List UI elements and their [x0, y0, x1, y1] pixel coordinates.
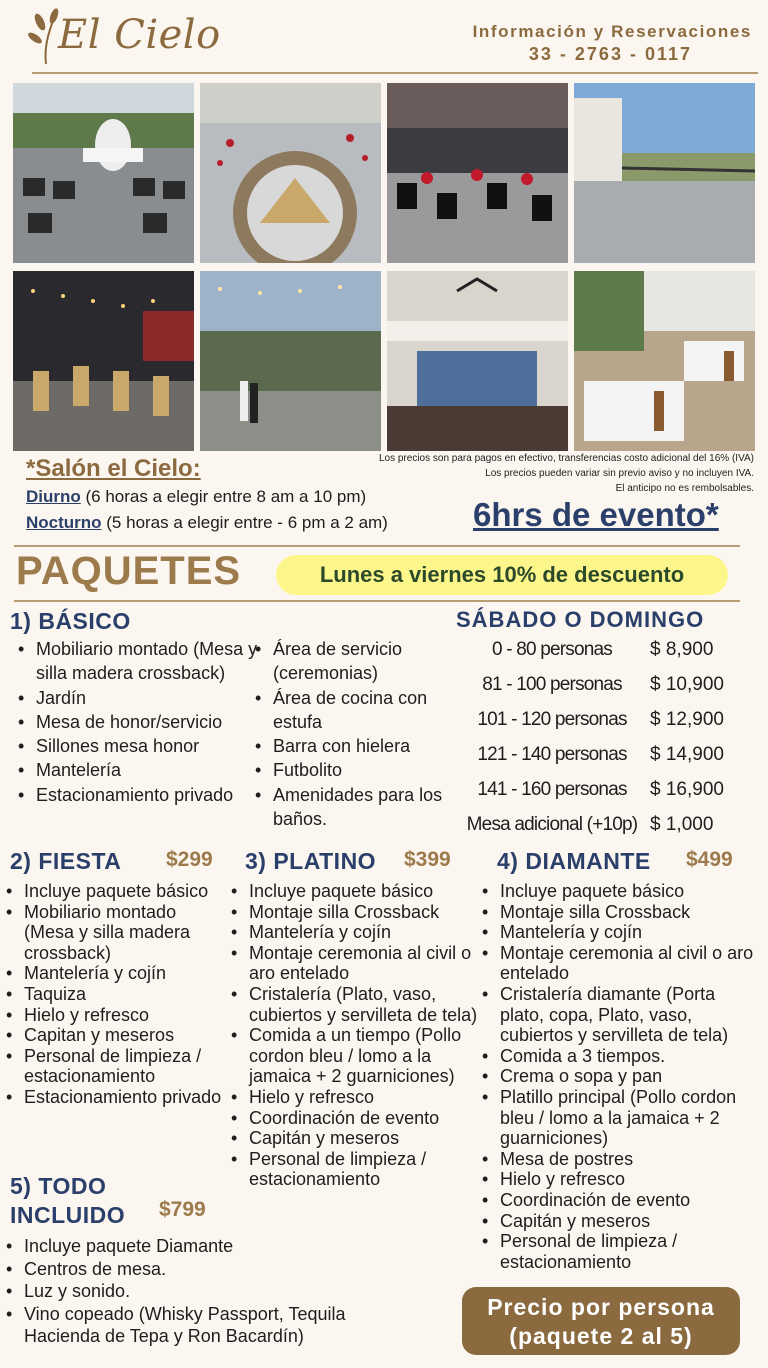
list-item: • Amenidades para los baños.: [253, 783, 453, 832]
list-item: • Coordinación de evento: [229, 1108, 481, 1129]
nocturno-text: (5 horas a elegir entre - 6 pm a 2 am): [101, 513, 388, 532]
list-item: • Luz y sonido.: [4, 1280, 424, 1303]
list-item: • Incluye paquete básico: [480, 881, 764, 902]
platino-price: $399: [404, 848, 451, 871]
list-item: • Montaje silla Crossback: [480, 902, 764, 923]
basico-list-col2: [253, 637, 453, 831]
list-item: • Hielo y refresco: [229, 1087, 481, 1108]
todo-incluido-list: [4, 1235, 424, 1348]
schedule-diurno: [26, 487, 366, 507]
phone-number[interactable]: 33 - 2763 - 0117: [528, 44, 692, 64]
price-per-person-badge: [462, 1287, 740, 1355]
photo-garden-ceremony: [13, 83, 194, 263]
platino-list: [229, 881, 481, 1190]
price-disclaimer: [314, 451, 754, 496]
list-item: • Montaje ceremonia al civil o aro entelado: [480, 943, 764, 984]
list-item: • Estacionamiento privado: [4, 1087, 226, 1108]
list-item: • Coordinación de evento: [480, 1190, 764, 1211]
price-row: [456, 779, 756, 811]
people-range: Mesa adicional (+10p): [466, 814, 638, 835]
diamante-price: $499: [686, 848, 733, 871]
disclaimer-line: El anticipo no es rembolsables.: [615, 483, 754, 494]
divider: [14, 600, 740, 602]
people-range: 141 - 160 personas: [477, 779, 627, 800]
list-item: • Área de servicio (ceremonias): [253, 637, 453, 686]
diurno-label: Diurno: [26, 487, 81, 506]
list-item: • Crema o sopa y pan: [480, 1066, 764, 1087]
event-hours: 6hrs de evento*: [473, 496, 719, 533]
list-item: • Personal de limpieza / estacionamiento: [229, 1149, 481, 1190]
list-item: • Platillo principal (Pollo cordon bleu / lomo a la jamaica + 2 guarniciones): [480, 1087, 764, 1149]
list-item: • Incluye paquete básico: [229, 881, 481, 902]
cta-line: (paquete 2 al 5): [509, 1323, 693, 1349]
list-item: • Montaje ceremonia al civil o aro entelado: [229, 943, 481, 984]
price-amount: $ 16,900: [650, 779, 724, 800]
weekend-prices-title: SÁBADO O DOMINGO: [456, 607, 705, 632]
logo: El Cielo: [58, 12, 221, 58]
people-range: 121 - 140 personas: [477, 744, 627, 765]
people-range: 0 - 80 personas: [491, 639, 613, 660]
disclaimer-line: Los precios son para pagos en efectivo, transferencias costo adicional del 16% (IVA): [378, 453, 754, 464]
photo-couple-view: [200, 271, 381, 451]
list-item: • Taquiza: [4, 984, 226, 1005]
list-item: • Área de cocina con estufa: [253, 686, 453, 735]
list-item: • Incluye paquete Diamante: [4, 1235, 424, 1258]
schedule-nocturno: [26, 513, 388, 533]
photo-table-setting: [200, 83, 381, 263]
list-item: • Personal de limpieza / estacionamiento: [480, 1231, 764, 1272]
discount-badge: Lunes a viernes 10% de descuento: [276, 555, 728, 595]
platino-title: 3) PLATINO: [245, 848, 377, 874]
todo-title-line: INCLUIDO: [10, 1202, 126, 1228]
list-item: • Capitán y meseros: [229, 1128, 481, 1149]
list-item: • Mantelería y cojín: [480, 922, 764, 943]
price-row: [456, 814, 756, 846]
list-item: • Mantelería y cojín: [4, 963, 226, 984]
todo-title-line: 5) TODO: [10, 1173, 107, 1199]
list-item: • Barra con hielera: [253, 734, 453, 758]
disclaimer-line: Los precios pueden variar sin previo aviso y no incluyen IVA.: [485, 468, 754, 479]
list-item: • Mobiliario montado (Mesa y silla madera crossback): [4, 902, 226, 964]
paquetes-heading: PAQUETES: [16, 549, 242, 593]
price-amount: $ 10,900: [650, 674, 724, 695]
list-item: • Cristalería diamante (Porta plato, copa, Plato, vaso, cubiertos y servilleta de tela): [480, 984, 764, 1046]
list-item: • Hielo y refresco: [480, 1169, 764, 1190]
basico-list-col1: [16, 637, 262, 807]
people-range: 81 - 100 personas: [482, 674, 622, 695]
list-item: • Comida a un tiempo (Pollo cordon bleu / lomo a la jamaica + 2 guarniciones): [229, 1025, 481, 1087]
todo-incluido-title: [10, 1172, 125, 1230]
list-item: • Mantelería y cojín: [229, 922, 481, 943]
price-row: [456, 744, 756, 776]
list-item: • Cristalería (Plato, vaso, cubiertos y servilleta de tela): [229, 984, 481, 1025]
list-item: • Personal de limpieza / estacionamiento: [4, 1046, 226, 1087]
fiesta-price: $299: [166, 848, 213, 871]
list-item: • Centros de mesa.: [4, 1258, 424, 1281]
price-amount: $ 1,000: [650, 814, 714, 835]
nocturno-label: Nocturno: [26, 513, 102, 532]
divider: [32, 72, 758, 74]
price-amount: $ 14,900: [650, 744, 724, 765]
contact-label: Información y Reservaciones: [472, 22, 752, 41]
photo-banquet-hall: [387, 83, 568, 263]
list-item: • Mantelería: [16, 758, 262, 782]
price-row: [456, 674, 756, 706]
list-item: • Mesa de postres: [480, 1149, 764, 1170]
list-item: • Hielo y refresco: [4, 1005, 226, 1026]
price-amount: $ 8,900: [650, 639, 714, 660]
diamante-title: 4) DIAMANTE: [497, 848, 651, 874]
photo-outdoor-tables: [574, 271, 755, 451]
list-item: • Mobiliario montado (Mesa y silla madera crossback): [16, 637, 262, 686]
list-item: • Capitán y meseros: [480, 1211, 764, 1232]
salon-title: *Salón el Cielo:: [26, 455, 201, 482]
fiesta-list: [4, 881, 226, 1108]
price-row: [456, 709, 756, 741]
divider: [14, 545, 740, 547]
list-item: • Capitan y meseros: [4, 1025, 226, 1046]
price-row: [456, 639, 756, 671]
list-item: • Jardín: [16, 686, 262, 710]
diamante-list: [480, 881, 764, 1272]
list-item: • Sillones mesa honor: [16, 734, 262, 758]
list-item: • Incluye paquete básico: [4, 881, 226, 902]
todo-incluido-price: $799: [159, 1198, 206, 1221]
list-item: • Comida a 3 tiempos.: [480, 1046, 764, 1067]
photo-night-lights: [13, 271, 194, 451]
basico-title: 1) BÁSICO: [10, 608, 131, 634]
photo-chandelier-salon: [387, 271, 568, 451]
list-item: • Montaje silla Crossback: [229, 902, 481, 923]
cta-line: Precio por persona: [487, 1294, 715, 1320]
people-range: 101 - 120 personas: [477, 709, 627, 730]
price-amount: $ 12,900: [650, 709, 724, 730]
list-item: • Mesa de honor/servicio: [16, 710, 262, 734]
list-item: • Estacionamiento privado: [16, 783, 262, 807]
diurno-text: (6 horas a elegir entre 8 am a 10 pm): [80, 487, 367, 506]
fiesta-title: 2) FIESTA: [10, 848, 122, 874]
photo-terrace: [574, 83, 755, 263]
list-item: • Vino copeado (Whisky Passport, Tequila Hacienda de Tepa y Ron Bacardín): [4, 1303, 424, 1348]
list-item: • Futbolito: [253, 758, 453, 782]
